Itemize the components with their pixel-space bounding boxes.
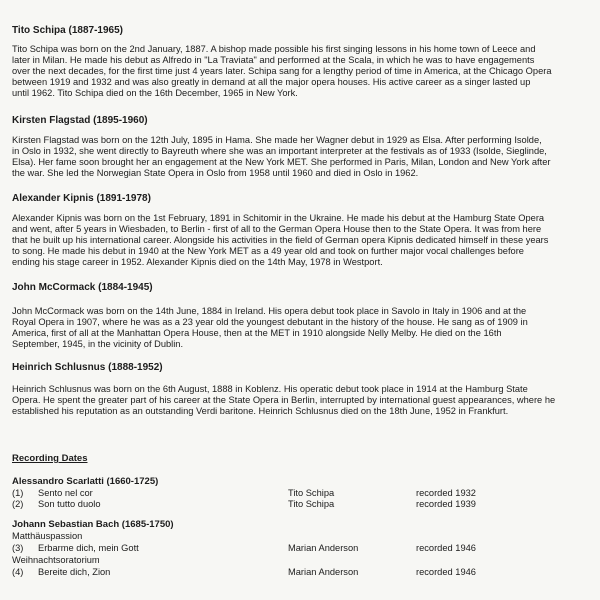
track-artist: Marian Anderson: [288, 567, 359, 577]
bio-heading-heinrich-schlusnus: Heinrich Schlusnus (1888-1952): [12, 362, 163, 373]
track-number: (1): [12, 488, 24, 498]
recording-dates-title: Recording Dates: [12, 453, 88, 464]
composer-heading-scarlatti: Alessandro Scarlatti (1660-1725): [12, 476, 159, 487]
recording-row: [12, 543, 582, 554]
bio-heading-kirsten-flagstad: Kirsten Flagstad (1895-1960): [12, 115, 148, 126]
track-artist: Tito Schipa: [288, 488, 335, 498]
bio-text-john-mccormack: John McCormack was born on the 14th June, 1884 in Ireland. His opera debut took place in Savolo in Italy in 1906 and at the Royal Opera in 1907, where he was as a 23 year old the youngest debutant in the history of the house. He sang as of 1909 in America, first of all at the Manhattan Opera House, then at the MET in 1910 alongside Nelly Melby. He died on the 16th September, 1945, in the vicinity of Dublin.: [12, 306, 528, 349]
recording-row: [12, 488, 582, 499]
track-recording-date: recorded 1939: [416, 499, 476, 509]
work-heading-weihnachtsoratorium: Weihnachtsoratorium: [12, 555, 100, 565]
bio-text-tito-schipa: Tito Schipa was born on the 2nd January, 1887. A bishop made possible his first singing lessons in his home town of Leece and later in Milan. He made his debut as Alfredo in "La Traviata" and performed at the Scala, in which he was to have engagements over the next decades, for the first time just 4 years later. Schipa sang for a lengthy period of time in America, at the Chicago Opera between 1919 and 1932 and was also greatly in demand at all the major opera houses. His active career as a singer lasted up until 1962. Tito Schipa died on the 16th December, 1965 in New York.: [12, 44, 552, 98]
composer-heading-bach: Johann Sebastian Bach (1685-1750): [12, 519, 174, 530]
bio-heading-john-mccormack: John McCormack (1884-1945): [12, 282, 153, 293]
bio-heading-alexander-kipnis: Alexander Kipnis (1891-1978): [12, 193, 151, 204]
track-recording-date: recorded 1932: [416, 488, 476, 498]
bio-text-kirsten-flagstad: Kirsten Flagstad was born on the 12th July, 1895 in Hama. She made her Wagner debut in 1929 as Elsa. After performing Isolde, in Oslo in 1932, she went directly to Bayreuth where she was an important interpreter at the festivals as of 1933 (Isolde, Sieglinde, Elsa). Her fame soon brought her an engagement at the New York MET. She performed in Paris, Milan, London and New York after the war. She led the Norwegian State Opera in Oslo from 1958 until 1960 and died in Oslo in 1962.: [12, 135, 551, 178]
track-artist: Tito Schipa: [288, 499, 335, 509]
track-number: (3): [12, 543, 24, 553]
track-number: (2): [12, 499, 24, 509]
track-number: (4): [12, 567, 24, 577]
track-title: Bereite dich, Zion: [38, 567, 111, 577]
bio-text-heinrich-schlusnus: Heinrich Schlusnus was born on the 6th August, 1888 in Koblenz. His operatic debut took place in 1914 at the Hamburg State Opera. He spent the greater part of his career at the State Opera in Berlin, interrupted by international guest appearances, where he established his reputation as an outstanding Verdi baritone. Heinrich Schlusnus died on the 18th June, 1952 in Frankfurt.: [12, 384, 556, 416]
track-recording-date: recorded 1946: [416, 543, 476, 553]
track-title: Son tutto duolo: [38, 499, 101, 509]
recording-row: [12, 499, 582, 510]
bio-text-alexander-kipnis: Alexander Kipnis was born on the 1st February, 1891 in Schitomir in the Ukraine. He made his debut at the Hamburg State Opera and went, after 5 years in Wiesbaden, to Berlin - first of all to the German Opera House then to the State Opera. It was from here that he built up his international career. Alongside his activities in the field of German opera Kipnis dedicated himself in these years to song. He made his debut in 1940 at the New York MET as a 49 year old and took on further major vocal challenges before ending his stage career in 1952. Alexander Kipnis died on the 14th May, 1978 in Westport.: [12, 213, 549, 267]
track-title: Erbarme dich, mein Gott: [38, 543, 139, 553]
bio-heading-tito-schipa: Tito Schipa (1887-1965): [12, 25, 123, 36]
work-heading-matthaeuspassion: Matthäuspassion: [12, 531, 83, 541]
track-recording-date: recorded 1946: [416, 567, 476, 577]
track-title: Sento nel cor: [38, 488, 93, 498]
recording-row: [12, 567, 582, 578]
track-artist: Marian Anderson: [288, 543, 359, 553]
